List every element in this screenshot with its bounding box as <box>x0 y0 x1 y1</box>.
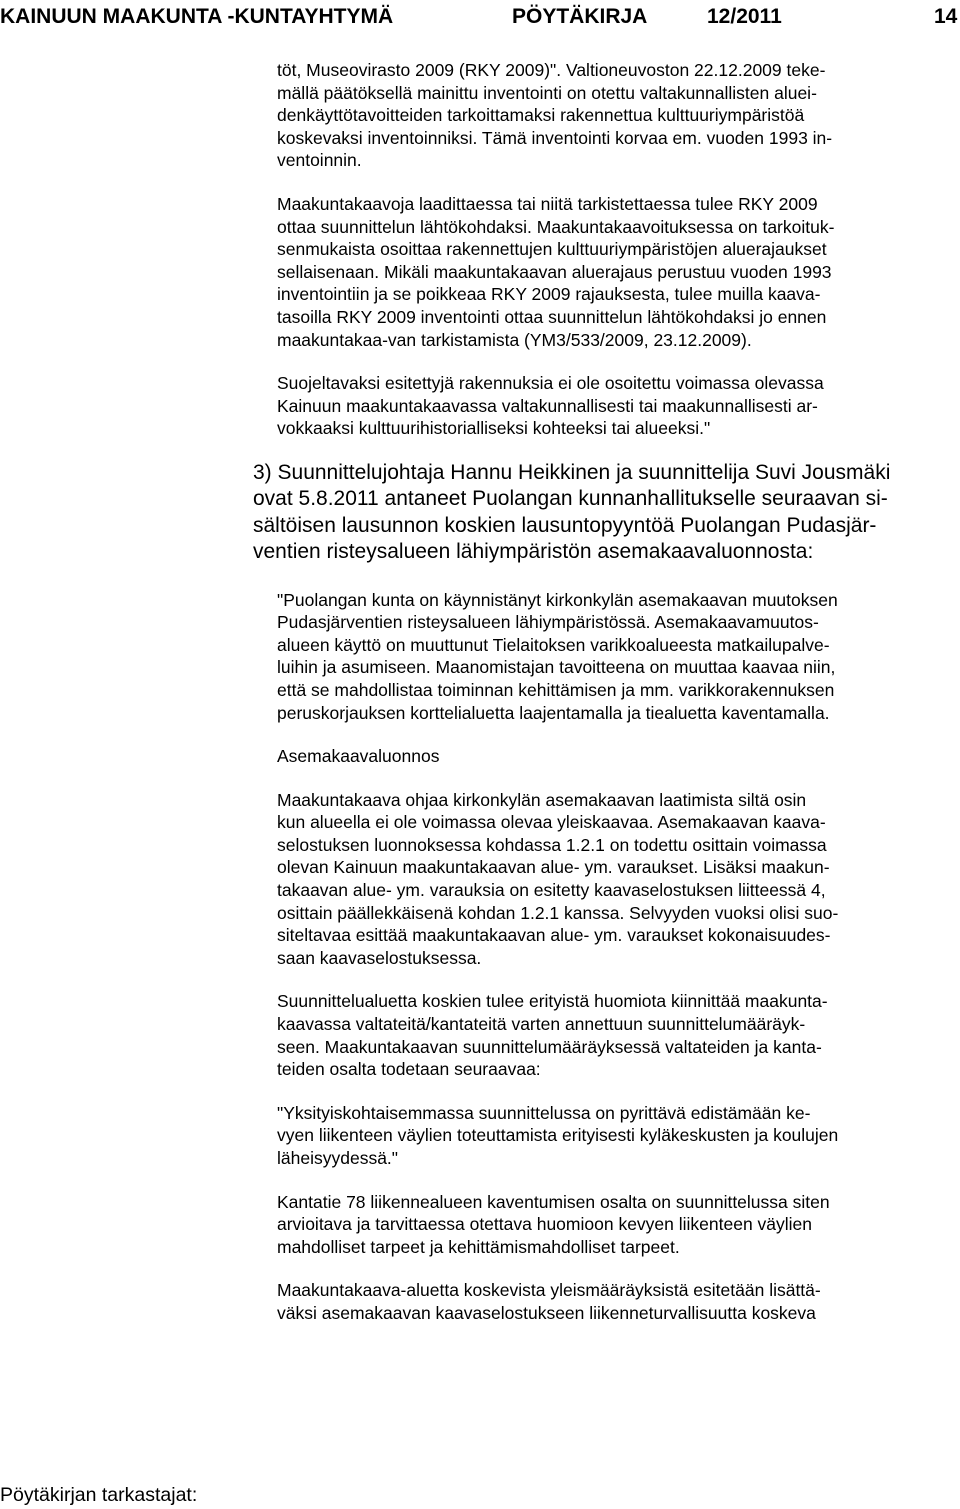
document-body <box>0 59 960 1325</box>
section-heading-asemakaavaluonnos: Asemakaavaluonnos <box>277 746 440 767</box>
meeting-number: 12/2011 <box>707 5 782 28</box>
paragraph-protected-buildings: Suojeltavaksi esitettyjä rakennuksia ei ole osoitettu voimassa olevassa Kainuun maakuntakaavassa valtakunnallisesti tai maakunnallisesti ar- vokkaaksi kulttuurihistorialliseksi kohteeksi tai alueeksi." <box>277 373 824 439</box>
paragraph-quote-start: "Puolangan kunta on käynnistänyt kirkonkylän asemakaavan muutoksen Pudasjärventien risteysalueen lähiympäristössä. Asemakaavamuutos- alueen käyttö on muuttunut Tielaitoksen varikkoalueesta matkailupalve- luihin ja asumiseen. Maanomistajan tavoitteena on muuttaa kaavaa niin, että se mahdollistaa toiminnan kehittämisen ja mm. varikkorakennuksen peruskorjauksen korttelialuetta laajentamalla ja tiealuetta kaventamalla. <box>277 589 838 723</box>
page-header <box>0 2 960 32</box>
paragraph-quote-light-traffic: "Yksityiskohtaisemmassa suunnittelussa on pyrittävä edistämään ke- vyen liikenteen väylien toteuttamista erityisesti kyläkeskusten ja koulujen läheisyydessä." <box>277 1102 839 1168</box>
paragraph-planning-area: Suunnittelualuetta koskien tulee erityistä huomiota kiinnittää maakunta- kaavassa valtateitä/kantateitä varten annettuun suunnittelumääräyk- seen. Maakuntakaavan suunnittelumääräyksessä valtateiden ja kanta- teiden osalta todetaan seuraavaa: <box>277 991 828 1080</box>
page-number: 14 <box>934 5 958 28</box>
footer-reviewers-label: Pöytäkirjan tarkastajat: <box>0 1484 198 1506</box>
paragraph-kantatie-78: Kantatie 78 liikennealueen kaventumisen osalta on suunnittelussa siten arvioitava ja tarvittaessa otettava huomioon kevyen liikenteen väylien mahdolliset tarpeet ja kehittämismahdolliset tarpeet. <box>277 1191 830 1257</box>
document-type: PÖYTÄKIRJA <box>512 5 648 28</box>
organization-name: KAINUUN MAAKUNTA -KUNTAYHTYMÄ <box>0 5 394 28</box>
paragraph-statement-intro: 3) Suunnittelujohtaja Hannu Heikkinen ja suunnittelija Suvi Jousmäki ovat 5.8.2011 antaneet Puolangan kunnanhallitukselle seuraavan si- sältöisen lausunnon koskien lausuntopyyntöä Puolangan Pudasjär- ventien risteysalueen lähiympäristön asemakaavaluonnosta: <box>253 460 891 564</box>
paragraph-maakuntakaava: Maakuntakaava ohjaa kirkonkylän asemakaavan laatimista siltä osin kun alueella ei ole voimassa olevaa yleiskaavaa. Asemakaavan kaava- selostuksen luonnoksessa kohdassa 1.2.1 on todettu osittain voimassa olevan Kainuun maakuntakaavan alue- ym. varaukset. Lisäksi maakun- takaavan alue- ym. varauksia on esitetty kaavaselostuksen liitteessä 4, osittain päällekkäisenä kohdan 1.2.1 kanssa. Selvyyden vuoksi olisi suo- siteltavaa esittää maakuntakaavan alue- ym. varaukset kokonaisuudes- saan kaavaselostuksessa. <box>277 789 839 968</box>
paragraph-regional-planning: Maakuntakaavoja laadittaessa tai niitä tarkistettaessa tulee RKY 2009 ottaa suunnittelun lähtökohdaksi. Maakuntakaavoituksessa on tarkoituk- senmukaista osoittaa rakennettujen kulttuuriympäristöjen aluerajaukset sellaisenaan. Mikäli maakuntakaavan aluerajaus perustuu vuoden 1993 inventointiin ja se poikkeaa RKY 2009 rajauksesta, tulee muilla kaava- tasoilla RKY 2009 inventointi ottaa suunnittelun lähtökohdaksi jo ennen maakuntakaa-van tarkistamista (YM3/533/2009, 23.12.2009). <box>277 193 835 350</box>
paragraph-general-regulations: Maakuntakaava-aluetta koskevista yleismääräyksistä esitetään lisättä- väksi asemakaavan kaavaselostukseen liikenneturvallisuutta koskeva <box>277 1280 821 1323</box>
paragraph-rky-inventory: töt, Museovirasto 2009 (RKY 2009)". Valtioneuvoston 22.12.2009 teke- mällä päätöksellä mainittu inventointi on otettu valtakunnallisten aluei- denkäyttötavoitteiden tarkoittamaksi rakennettua kulttuuriympäristöä koskevaksi inventoinniksi. Tämä inventointi korvaa em. vuoden 1993 in- ventoinnin. <box>277 60 833 171</box>
